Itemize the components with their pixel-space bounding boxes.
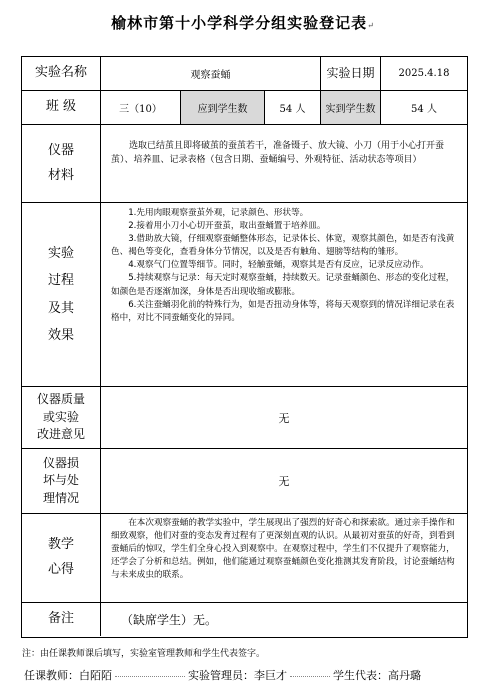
damage-label-line: 仪器损 [42,455,79,470]
row-experiment-name [22,57,467,91]
experiment-date-field[interactable]: 2025.4.18 [398,68,450,79]
row-quality [22,387,467,449]
process-step: 1.先用肉眼观察蚕茧外观，记录颜色、形状等。 [128,208,309,218]
experience-text: 在本次观察蚕蛹的教学实验中，学生展现出了强烈的好奇心和探索欲。通过亲手操作和细致观察，他们对蚕的变态发育过程有了更深刻直观的认识。从最初对蚕茧的好奇，到看到蚕蛹后的惊叹，学生们全身心投入到观察中。在观察过程中，学生们不仅提升了观察能力，还学会了分析和总结。例如，他们能通过观察蚕蛹颜色变化推测其发育阶段，讨论蚕蛹结构与未来成虫的联系。 [111,518,455,581]
process-step: 5.持续观察与记录：每天定时观察蚕蛹，持续数天。记录蚕蛹颜色、形态的变化过程，如颜色是否逐渐加深，身体是否出现收缩或膨胀。 [111,273,455,297]
process-step: 4.观察气门位置等细节。同时，轻触蚕蛹，观察其是否有反应，记录反应动作。 [128,260,429,271]
actual-students-label: 实到学生数 [321,91,381,124]
experience-label-line: 心得 [47,562,74,577]
materials-label-line: 材料 [47,167,74,183]
process-step: 6.关注蚕蛹羽化前的特殊行为，如是否扭动身体等，将每天观察到的情况详细记录在表格中，对比不同蚕蛹变化的异同。 [111,299,455,323]
process-label-line: 过程 [47,273,74,289]
remark-field[interactable]: （缺席学生）无。 [121,613,218,627]
dotted-leader [115,676,185,677]
row-damage [22,449,467,514]
experiment-name-field[interactable]: 观察蚕蛹 [101,57,321,90]
expected-students-label: 应到学生数 [181,91,265,124]
damage-label [22,449,101,513]
experience-label [22,514,101,602]
process-step: 3.借助放大镜，仔细观察蚕蛹整体形态，记录体长、体宽，观察其颜色，如是否有浅黄色、褐色等变化，查看身体分节情况，以及是否有触角、翅膀等结构的雏形。 [111,234,455,258]
expected-students-field[interactable]: 54 人 [265,91,321,124]
quality-label-line: 或实验 [42,409,79,424]
student-name[interactable]: 高丹璐 [388,669,421,682]
damage-label-line: 坏与处 [42,473,79,488]
remark-label: 备注 [22,603,101,636]
page-title [0,12,486,33]
experiment-date-label: 实验日期 [321,57,381,90]
materials-text: 选取已结茧且即将破茧的蚕茧若干，准备镊子、放大镜、小刀（用于小心打开蚕茧）、培养皿、记录表格（包含日期、蚕蛹编号、外观特征、活动状态等项目） [111,141,445,166]
quality-field[interactable]: 无 [278,411,290,425]
registration-table [21,56,468,638]
materials-field[interactable] [101,125,467,202]
page-title-text: 榆林市第十小学科学分组实验登记表 [111,14,368,32]
process-step: 2.接着用小刀小心切开蚕茧，取出蚕蛹置于培养皿。 [128,221,326,232]
signature-line [24,667,421,683]
materials-label-line: 仪器 [47,142,74,158]
process-steps [101,203,467,325]
experience-label-line: 教学 [47,537,74,553]
damage-label-line: 理情况 [42,490,79,505]
student-label: 学生代表： [333,669,388,682]
row-class-info [22,91,467,125]
quality-label-line: 仪器质量 [36,392,85,407]
manager-label: 实验管理员： [188,669,254,682]
row-remark [22,603,467,636]
actual-students-field[interactable]: 54 人 [411,104,437,115]
row-process [22,203,467,387]
quality-label [22,387,101,448]
row-materials [22,125,467,203]
quality-label-line: 改进意见 [36,427,85,442]
process-label-line: 实验 [47,245,74,261]
materials-label [22,125,101,202]
manager-name[interactable]: 李巨才 [254,669,287,682]
damage-field[interactable]: 无 [278,475,290,488]
dotted-leader [290,676,330,677]
class-label: 班 级 [22,91,101,124]
teacher-label: 任课教师： [24,669,79,682]
row-experience [22,514,467,603]
process-label [22,203,101,386]
footer-note: 注：由任课教师课后填写，实验室管理教师和学生代表签字。 [22,649,266,659]
process-label-line: 及其 [47,300,74,316]
process-field[interactable] [101,203,467,386]
paragraph-mark: ↵ [367,21,375,30]
experiment-name-label: 实验名称 [22,57,101,90]
teacher-name[interactable]: 白陌陌 [79,669,112,682]
experience-field[interactable] [101,514,467,602]
process-label-line: 效果 [47,327,74,343]
class-field[interactable]: 三（10） [101,91,181,124]
